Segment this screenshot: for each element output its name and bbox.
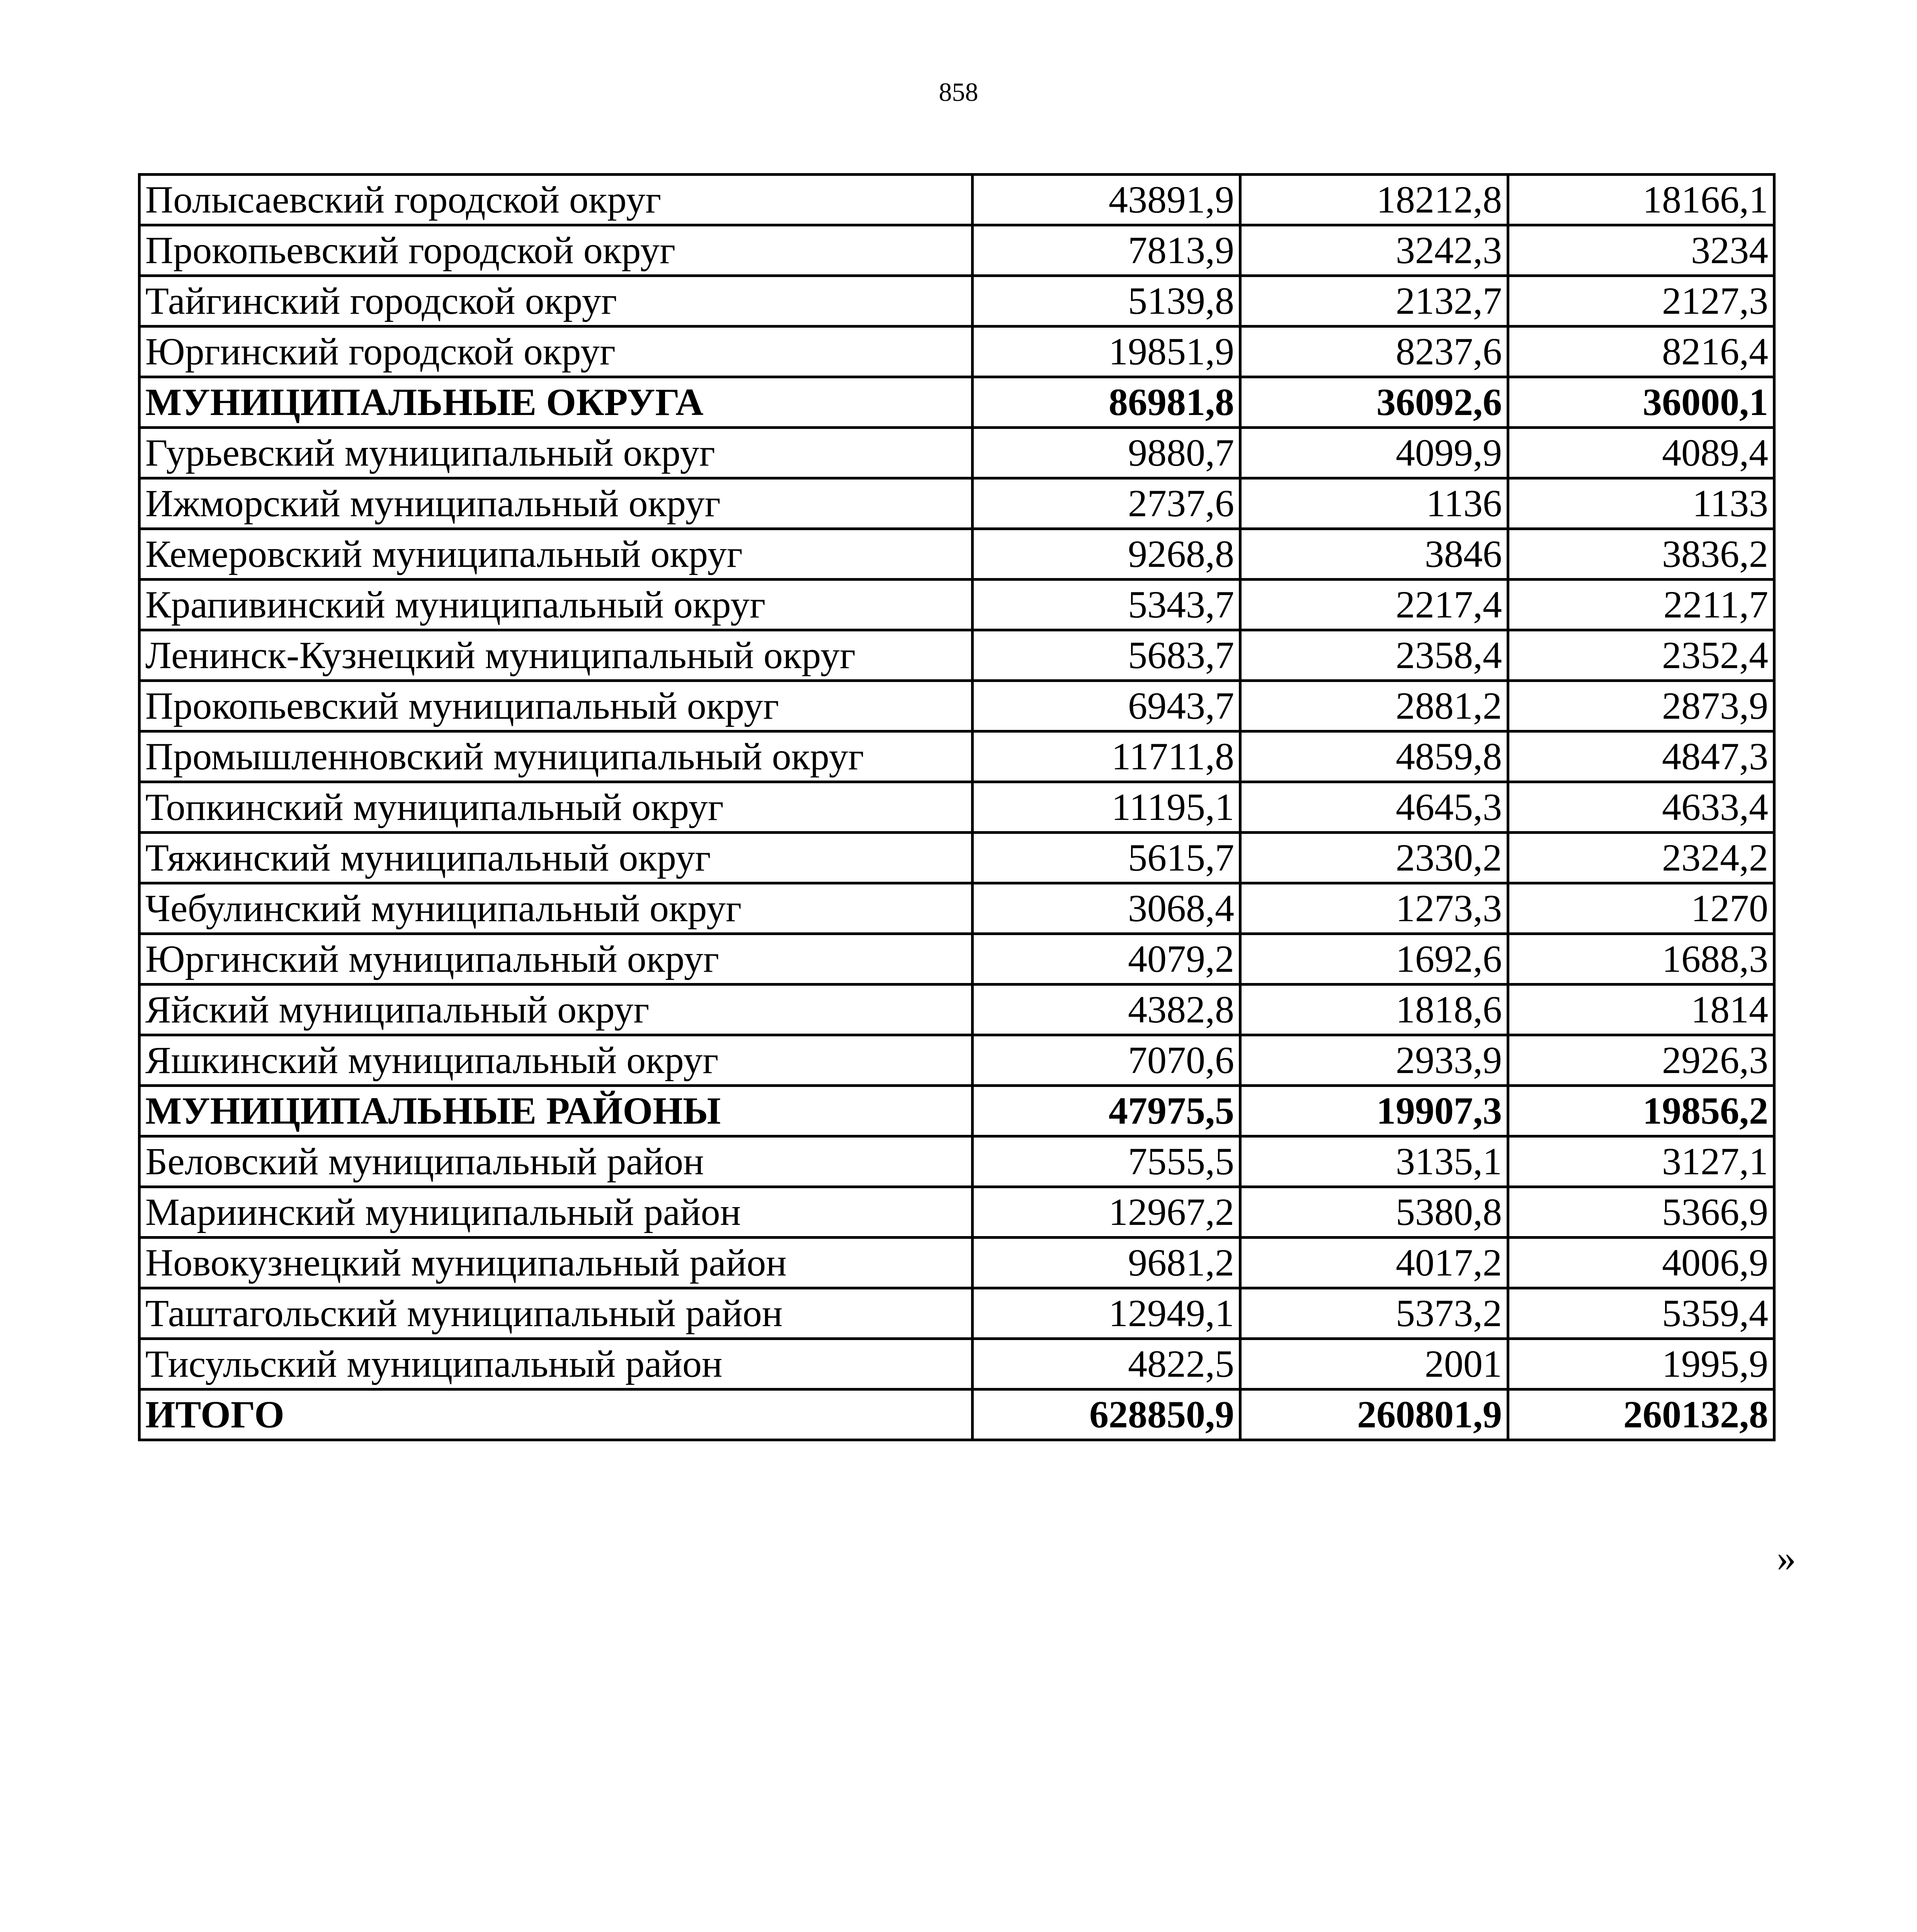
table-row-total [139,377,1774,428]
value-cell-1: 9681,2 [973,1238,1240,1288]
row-name-cell: Мариинский муниципальный район [139,1187,973,1238]
value-cell-2: 1692,6 [1240,934,1508,985]
row-name-cell: Полысаевский городской округ [139,175,973,225]
row-name-cell: Крапивинский муниципальный округ [139,580,973,630]
value-cell-1: 47975,5 [973,1086,1240,1136]
value-cell-2: 36092,6 [1240,377,1508,428]
row-name-cell: Тисульский муниципальный район [139,1339,973,1389]
row-name-cell: Промышленновский муниципальный округ [139,731,973,782]
row-name-cell: Чебулинский муниципальный округ [139,883,973,934]
table-row [139,1238,1774,1288]
page-number: 858 [939,77,978,107]
value-cell-3: 1133 [1508,478,1774,529]
table-row [139,478,1774,529]
row-name-cell: Прокопьевский городской округ [139,225,973,276]
value-cell-3: 260132,8 [1508,1389,1774,1440]
value-cell-3: 1995,9 [1508,1339,1774,1389]
value-cell-2: 2358,4 [1240,630,1508,681]
row-name-cell: Тайгинский городской округ [139,276,973,327]
value-cell-1: 86981,8 [973,377,1240,428]
value-cell-2: 19907,3 [1240,1086,1508,1136]
value-cell-2: 2132,7 [1240,276,1508,327]
table-row [139,782,1774,833]
row-name-cell: ИТОГО [139,1389,973,1440]
value-cell-3: 2926,3 [1508,1035,1774,1086]
row-name-cell: Беловский муниципальный район [139,1136,973,1187]
value-cell-2: 260801,9 [1240,1389,1508,1440]
value-cell-2: 1273,3 [1240,883,1508,934]
value-cell-1: 4822,5 [973,1339,1240,1389]
table-row [139,681,1774,731]
row-name-cell: Яйский муниципальный округ [139,985,973,1035]
value-cell-3: 4006,9 [1508,1238,1774,1288]
value-cell-3: 4089,4 [1508,428,1774,478]
value-cell-3: 1688,3 [1508,934,1774,985]
value-cell-1: 12949,1 [973,1288,1240,1339]
table-row [139,1136,1774,1187]
value-cell-2: 8237,6 [1240,327,1508,377]
value-cell-1: 3068,4 [973,883,1240,934]
value-cell-1: 4079,2 [973,934,1240,985]
value-cell-2: 3846 [1240,529,1508,580]
row-name-cell: Новокузнецкий муниципальный район [139,1238,973,1288]
value-cell-3: 3836,2 [1508,529,1774,580]
value-cell-2: 18212,8 [1240,175,1508,225]
row-name-cell: МУНИЦИПАЛЬНЫЕ ОКРУГА [139,377,973,428]
row-name-cell: Топкинский муниципальный округ [139,782,973,833]
value-cell-1: 11711,8 [973,731,1240,782]
table-row [139,731,1774,782]
row-name-cell: Гурьевский муниципальный округ [139,428,973,478]
table-row [139,175,1774,225]
data-table [138,173,1776,1441]
row-name-cell: Ленинск-Кузнецкий муниципальный округ [139,630,973,681]
value-cell-3: 5366,9 [1508,1187,1774,1238]
table-row [139,225,1774,276]
row-name-cell: Таштагольский муниципальный район [139,1288,973,1339]
table-row [139,833,1774,883]
value-cell-3: 2873,9 [1508,681,1774,731]
row-name-cell: Кемеровский муниципальный округ [139,529,973,580]
value-cell-1: 5139,8 [973,276,1240,327]
table-row [139,985,1774,1035]
value-cell-1: 6943,7 [973,681,1240,731]
value-cell-1: 5615,7 [973,833,1240,883]
closing-quote: » [1777,1536,1796,1579]
value-cell-2: 4645,3 [1240,782,1508,833]
value-cell-1: 5683,7 [973,630,1240,681]
value-cell-3: 18166,1 [1508,175,1774,225]
row-name-cell: Юргинский городской округ [139,327,973,377]
value-cell-3: 1270 [1508,883,1774,934]
value-cell-2: 5373,2 [1240,1288,1508,1339]
row-name-cell: Юргинский муниципальный округ [139,934,973,985]
table-row [139,630,1774,681]
value-cell-2: 2881,2 [1240,681,1508,731]
value-cell-2: 3242,3 [1240,225,1508,276]
value-cell-2: 1818,6 [1240,985,1508,1035]
value-cell-3: 1814 [1508,985,1774,1035]
value-cell-1: 9268,8 [973,529,1240,580]
value-cell-3: 8216,4 [1508,327,1774,377]
value-cell-3: 19856,2 [1508,1086,1774,1136]
value-cell-2: 2330,2 [1240,833,1508,883]
table-row [139,276,1774,327]
table-row [139,1035,1774,1086]
row-name-cell: Тяжинский муниципальный округ [139,833,973,883]
value-cell-2: 2933,9 [1240,1035,1508,1086]
table-row-total [139,1389,1774,1440]
value-cell-1: 628850,9 [973,1389,1240,1440]
value-cell-2: 5380,8 [1240,1187,1508,1238]
value-cell-1: 7555,5 [973,1136,1240,1187]
value-cell-1: 5343,7 [973,580,1240,630]
value-cell-3: 3234 [1508,225,1774,276]
row-name-cell: Яшкинский муниципальный округ [139,1035,973,1086]
value-cell-2: 1136 [1240,478,1508,529]
value-cell-1: 19851,9 [973,327,1240,377]
row-name-cell: Прокопьевский муниципальный округ [139,681,973,731]
value-cell-1: 7813,9 [973,225,1240,276]
value-cell-2: 2217,4 [1240,580,1508,630]
value-cell-2: 4859,8 [1240,731,1508,782]
value-cell-1: 7070,6 [973,1035,1240,1086]
value-cell-3: 2352,4 [1508,630,1774,681]
table-row [139,529,1774,580]
table-row [139,1288,1774,1339]
table-row [139,1339,1774,1389]
table-row [139,1187,1774,1238]
value-cell-3: 5359,4 [1508,1288,1774,1339]
value-cell-3: 2211,7 [1508,580,1774,630]
value-cell-3: 4633,4 [1508,782,1774,833]
table-row [139,580,1774,630]
value-cell-1: 9880,7 [973,428,1240,478]
row-name-cell: Ижморский муниципальный округ [139,478,973,529]
value-cell-1: 11195,1 [973,782,1240,833]
value-cell-1: 43891,9 [973,175,1240,225]
table-row [139,327,1774,377]
value-cell-3: 2127,3 [1508,276,1774,327]
value-cell-3: 36000,1 [1508,377,1774,428]
value-cell-2: 4099,9 [1240,428,1508,478]
value-cell-1: 12967,2 [973,1187,1240,1238]
value-cell-3: 3127,1 [1508,1136,1774,1187]
value-cell-3: 4847,3 [1508,731,1774,782]
value-cell-2: 3135,1 [1240,1136,1508,1187]
value-cell-2: 2001 [1240,1339,1508,1389]
table-row [139,883,1774,934]
row-name-cell: МУНИЦИПАЛЬНЫЕ РАЙОНЫ [139,1086,973,1136]
value-cell-2: 4017,2 [1240,1238,1508,1288]
value-cell-3: 2324,2 [1508,833,1774,883]
table-body [139,175,1774,1440]
value-cell-1: 2737,6 [973,478,1240,529]
table-row [139,934,1774,985]
table-row-total [139,1086,1774,1136]
value-cell-1: 4382,8 [973,985,1240,1035]
table-row [139,428,1774,478]
